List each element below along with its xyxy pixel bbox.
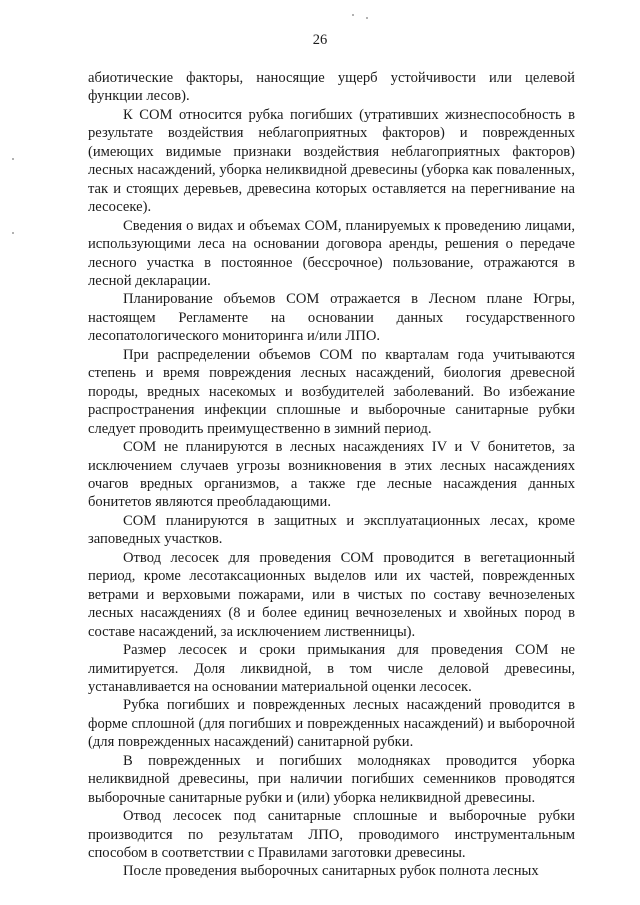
paragraph-cutting-form: Рубка погибших и поврежденных лесных насаждений проводится в форме сплошной (для погибших и поврежденных насаждений) и выборочной (для поврежденных насаждений) санитарной рубки. (88, 697, 575, 751)
scan-speck (12, 232, 14, 234)
paragraph-allotment: Отвод лесосек для проведения СОМ проводится в вегетационный период, кроме лесотаксационных выделов или их частей, поврежденных ветрами и верховыми пожарами, или в чистых по составу вечнозеленых лесных насаждениях (8 и более единиц вечнозеленых и хвойных пород в составе насаждений, за исключением лиственницы). (88, 549, 575, 640)
paragraph-young-stands: В поврежденных и погибших молодняках проводится уборка неликвидной древесины, при наличии погибших семенников проводятся выборочные санитарные рубки и (или) уборка неликвидной древесины. (88, 752, 575, 806)
paragraph-sanitary-allotment: Отвод лесосек под санитарные сплошные и выборочные рубки производится по результатам ЛПО, проводимого инструментальным способом в соответствии с Правилами заготовки древесины. (88, 808, 575, 862)
paragraph-com-definition: К СОМ относится рубка погибших (утративших жизнеспособность в результате воздействия неблагоприятных факторов) и поврежденных (имеющих видимые признаки воздействия неблагоприятных факторов) лесных насаждений, уборка неликвидной древесины (уборка как поваленных, так и стоящих деревьев, древесина которых оставляется на перегнивание на лесосеке). (88, 106, 575, 216)
paragraph-distribution: При распределении объемов СОМ по кварталам года учитываются степень и время повреждения лесных насаждений, биология древесной породы, вредных насекомых и возбудителей заболеваний. Во избежание распространения инфекции сплошные и выборочные санитарные рубки следует проводить преимущественно в зимний период. (88, 346, 575, 437)
paragraph-planning: Планирование объемов СОМ отражается в Лесном плане Югры, настоящем Регламенте на основании данных государственного лесопатологического мониторинга и/или ЛПО. (88, 291, 575, 345)
scan-speck (352, 14, 354, 16)
paragraph-cutting-size: Размер лесосек и сроки примыкания для проведения СОМ не лимитируется. Доля ликвидной, в том числе деловой древесины, устанавливается на основании материальной оценки лесосек. (88, 642, 575, 695)
scan-speck (366, 17, 368, 19)
paragraph-bonitet: СОМ не планируются в лесных насаждениях IV и V бонитетов, за исключением случаев угрозы возникновения в этих лесных насаждениях очагов вредных организмов, а также где лесные насаждения данных бонитетов являются преобладающими. (88, 439, 575, 511)
paragraph-after-cutting: После проведения выборочных санитарных рубок полнота лесных (123, 863, 539, 880)
paragraph-continuation: абиотические факторы, наносящие ущерб устойчивости или целевой функции лесов). (88, 70, 575, 105)
paragraph-forest-declaration: Сведения о видах и объемах СОМ, планируемых к проведению лицами, использующими леса на основании договора аренды, решения о передаче лесного участка в постоянное (бессрочное) пользование, отражаются в лесной декларации. (88, 217, 575, 289)
paragraph-protective-forests: СОМ планируются в защитных и эксплуатационных лесах, кроме заповедных участков. (88, 512, 575, 548)
page-number: 26 (312, 32, 328, 48)
scan-speck (12, 158, 14, 160)
document-body (88, 69, 575, 881)
